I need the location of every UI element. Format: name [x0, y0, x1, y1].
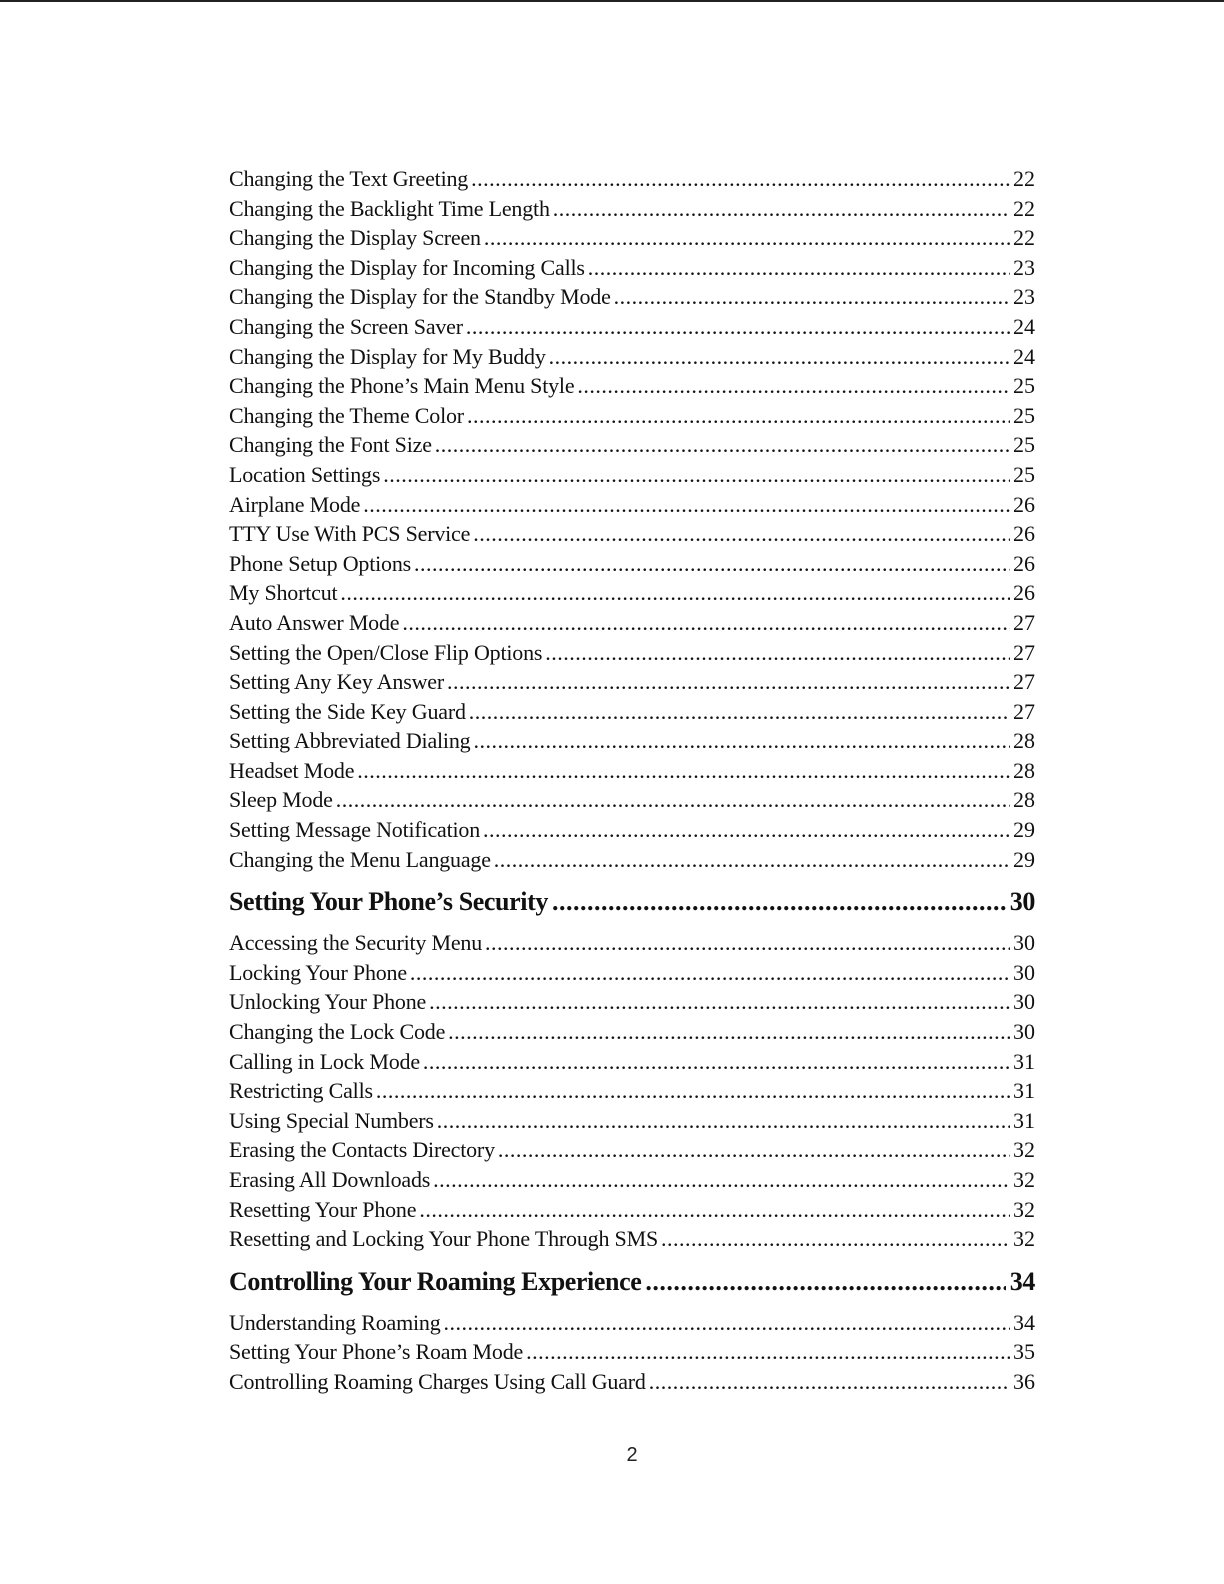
toc-entry — [229, 223, 1035, 253]
dot-leader — [485, 928, 1010, 958]
toc-entry-title: Changing the Backlight Time Length — [229, 195, 550, 221]
toc-entry — [229, 1337, 1035, 1367]
toc-entry — [229, 401, 1035, 431]
toc-entry-title: Accessing the Security Menu — [229, 930, 483, 956]
toc-entry-title: My Shortcut — [229, 580, 338, 606]
dot-leader — [614, 282, 1010, 312]
section-page-number: 30 — [1009, 887, 1035, 917]
toc-entry-title: Auto Answer Mode — [229, 609, 400, 635]
toc-entry-page: 29 — [1013, 817, 1035, 843]
dot-leader — [473, 519, 1010, 549]
toc-entry-page: 36 — [1013, 1368, 1035, 1394]
dot-leader — [471, 164, 1010, 194]
toc-entry — [229, 282, 1035, 312]
toc-entry — [229, 845, 1035, 875]
toc-entry — [229, 726, 1035, 756]
toc-entry-page: 30 — [1013, 930, 1035, 956]
toc-entry-title: Understanding Roaming — [229, 1309, 441, 1335]
toc-entry-title: Setting Message Notification — [229, 817, 481, 843]
toc-entry — [229, 1195, 1035, 1225]
toc-entry-page: 24 — [1013, 343, 1035, 369]
toc-entry — [229, 815, 1035, 845]
dot-leader — [483, 815, 1010, 845]
toc-section-security — [229, 884, 1035, 920]
toc-entry-page: 32 — [1013, 1226, 1035, 1252]
toc-entry-page: 27 — [1013, 639, 1035, 665]
toc-entry-title: Location Settings — [229, 461, 381, 487]
dot-leader — [494, 845, 1010, 875]
toc-entry-title: Changing the Display Screen — [229, 225, 481, 251]
dot-leader — [469, 697, 1010, 727]
toc-entry-page: 26 — [1013, 521, 1035, 547]
toc-group-roaming — [229, 1308, 1035, 1397]
dot-leader — [484, 223, 1010, 253]
dot-leader — [549, 342, 1010, 372]
toc-entry-page: 28 — [1013, 757, 1035, 783]
toc-entry-title: Locking Your Phone — [229, 959, 407, 985]
toc-entry-page: 30 — [1013, 1019, 1035, 1045]
toc-entry-title: Unlocking Your Phone — [229, 989, 427, 1015]
toc-entry — [229, 1017, 1035, 1047]
toc-entry-title: Calling in Lock Mode — [229, 1048, 420, 1074]
toc-entry — [229, 928, 1035, 958]
dot-leader — [433, 1165, 1010, 1195]
toc-entry-title: Changing the Menu Language — [229, 846, 491, 872]
toc-entry-title: Setting Abbreviated Dialing — [229, 728, 471, 754]
toc-entry-page: 26 — [1013, 491, 1035, 517]
toc-entry — [229, 756, 1035, 786]
toc-entry-title: Controlling Roaming Charges Using Call Guard — [229, 1368, 646, 1394]
toc-entry — [229, 430, 1035, 460]
toc-entry-page: 31 — [1013, 1078, 1035, 1104]
toc-entry-page: 31 — [1013, 1048, 1035, 1074]
section-title: Controlling Your Roaming Experience — [229, 1266, 642, 1296]
dot-leader — [383, 460, 1010, 490]
toc-entry-page: 32 — [1013, 1167, 1035, 1192]
toc-entry — [229, 549, 1035, 579]
toc-entry — [229, 785, 1035, 815]
toc-entry — [229, 608, 1035, 638]
toc-entry-title: Using Special Numbers — [229, 1107, 434, 1133]
toc-entry-page: 25 — [1013, 461, 1035, 487]
dot-leader — [357, 756, 1010, 786]
dot-leader — [376, 1076, 1010, 1106]
toc-entry-title: Phone Setup Options — [229, 550, 411, 576]
toc-entry — [229, 164, 1035, 194]
toc-entry-page: 22 — [1013, 166, 1035, 191]
toc-entry-title: Changing the Theme Color — [229, 402, 464, 428]
toc-entry — [229, 342, 1035, 372]
toc-entry-page: 29 — [1013, 846, 1035, 872]
toc-entry — [229, 1047, 1035, 1077]
dot-leader — [467, 401, 1010, 431]
dot-leader — [402, 608, 1010, 638]
dot-leader — [552, 884, 1006, 920]
dot-leader — [444, 1308, 1011, 1338]
dot-leader — [577, 371, 1010, 401]
dot-leader — [437, 1106, 1010, 1136]
toc-entry-page: 30 — [1013, 959, 1035, 985]
toc-entry-title: Sleep Mode — [229, 787, 333, 813]
toc-entry-title: Changing the Phone’s Main Menu Style — [229, 373, 575, 399]
toc-entry — [229, 519, 1035, 549]
dot-leader — [363, 490, 1010, 520]
toc-entry-page: 28 — [1013, 787, 1035, 813]
toc-entry — [229, 1165, 1035, 1195]
dot-leader — [423, 1047, 1010, 1077]
toc-entry-page: 32 — [1013, 1137, 1035, 1163]
toc-entry-title: Changing the Display for My Buddy — [229, 343, 546, 369]
toc-entry-title: Changing the Display for the Standby Mode — [229, 284, 611, 310]
dot-leader — [498, 1135, 1010, 1165]
toc-entry-title: Airplane Mode — [229, 491, 361, 517]
dot-leader — [340, 578, 1010, 608]
toc-entry-page: 28 — [1013, 728, 1035, 754]
toc-entry-title: Resetting and Locking Your Phone Through SMS — [229, 1226, 658, 1252]
dot-leader — [435, 430, 1010, 460]
toc-entry-page: 22 — [1013, 195, 1035, 221]
toc-entry-page: 30 — [1013, 989, 1035, 1015]
toc-entry — [229, 312, 1035, 342]
dot-leader — [410, 958, 1010, 988]
dot-leader — [588, 253, 1010, 283]
toc-entry — [229, 253, 1035, 283]
toc-entry — [229, 958, 1035, 988]
toc-entry — [229, 1076, 1035, 1106]
toc-entry-title: Setting Your Phone’s Roam Mode — [229, 1339, 524, 1365]
toc-entry-title: Setting the Open/Close Flip Options — [229, 639, 543, 665]
toc-entry-title: Changing the Text Greeting — [229, 166, 469, 191]
toc-section-roaming — [229, 1264, 1035, 1300]
dot-leader — [473, 726, 1010, 756]
toc-entry-page: 23 — [1013, 254, 1035, 280]
dot-leader — [447, 667, 1010, 697]
toc-entry-page: 24 — [1013, 313, 1035, 339]
toc-entry — [229, 1367, 1035, 1397]
dot-leader — [661, 1224, 1010, 1254]
dot-leader — [466, 312, 1010, 342]
toc-entry-page: 27 — [1013, 669, 1035, 695]
toc-entry-title: Changing the Screen Saver — [229, 313, 463, 339]
dot-leader — [545, 638, 1010, 668]
toc-entry-title: Setting the Side Key Guard — [229, 698, 466, 724]
toc-entry-title: Headset Mode — [229, 757, 355, 783]
toc-entry-page: 34 — [1013, 1309, 1035, 1335]
toc-entry — [229, 1224, 1035, 1254]
top-border — [0, 0, 1224, 2]
toc-entry-page: 25 — [1013, 432, 1035, 458]
dot-leader — [419, 1195, 1010, 1225]
toc-entry — [229, 194, 1035, 224]
toc-entry-title: Resetting Your Phone — [229, 1196, 417, 1222]
dot-leader — [429, 987, 1010, 1017]
toc-entry-page: 23 — [1013, 284, 1035, 310]
toc-entry-title: Restricting Calls — [229, 1078, 373, 1104]
toc-entry — [229, 638, 1035, 668]
dot-leader — [645, 1264, 1005, 1300]
section-page-number: 34 — [1009, 1266, 1035, 1296]
toc-entry — [229, 1106, 1035, 1136]
toc-entry-page: 27 — [1013, 698, 1035, 724]
toc-entry — [229, 1308, 1035, 1338]
toc-entry-title: Erasing the Contacts Directory — [229, 1137, 495, 1163]
toc-entry-title: Erasing All Downloads — [229, 1167, 431, 1192]
toc-entry-title: TTY Use With PCS Service — [229, 521, 471, 547]
toc-entry — [229, 578, 1035, 608]
dot-leader — [414, 549, 1010, 579]
toc-entry-page: 25 — [1013, 373, 1035, 399]
toc-entry-page: 25 — [1013, 402, 1035, 428]
toc-entry — [229, 667, 1035, 697]
toc-group-display — [229, 164, 1035, 874]
toc-entry — [229, 371, 1035, 401]
toc-entry-page: 35 — [1013, 1339, 1035, 1365]
table-of-contents — [229, 164, 1035, 1397]
toc-entry — [229, 460, 1035, 490]
dot-leader — [526, 1337, 1010, 1367]
dot-leader — [336, 785, 1010, 815]
dot-leader — [553, 194, 1010, 224]
toc-entry-title: Changing the Lock Code — [229, 1019, 446, 1045]
toc-entry-title: Changing the Display for Incoming Calls — [229, 254, 585, 280]
toc-entry — [229, 697, 1035, 727]
page-number: 2 — [626, 1444, 638, 1466]
toc-entry-page: 26 — [1013, 550, 1035, 576]
dot-leader — [448, 1017, 1010, 1047]
toc-entry — [229, 1135, 1035, 1165]
toc-entry-page: 26 — [1013, 580, 1035, 606]
dot-leader — [649, 1367, 1010, 1397]
toc-entry-title: Setting Any Key Answer — [229, 669, 444, 695]
toc-entry-page: 27 — [1013, 609, 1035, 635]
toc-entry-page: 22 — [1013, 225, 1035, 251]
toc-entry-title: Changing the Font Size — [229, 432, 432, 458]
toc-entry-page: 32 — [1013, 1196, 1035, 1222]
section-title: Setting Your Phone’s Security — [229, 887, 548, 917]
toc-entry — [229, 490, 1035, 520]
toc-entry-page: 31 — [1013, 1107, 1035, 1133]
toc-group-security — [229, 928, 1035, 1254]
toc-entry — [229, 987, 1035, 1017]
